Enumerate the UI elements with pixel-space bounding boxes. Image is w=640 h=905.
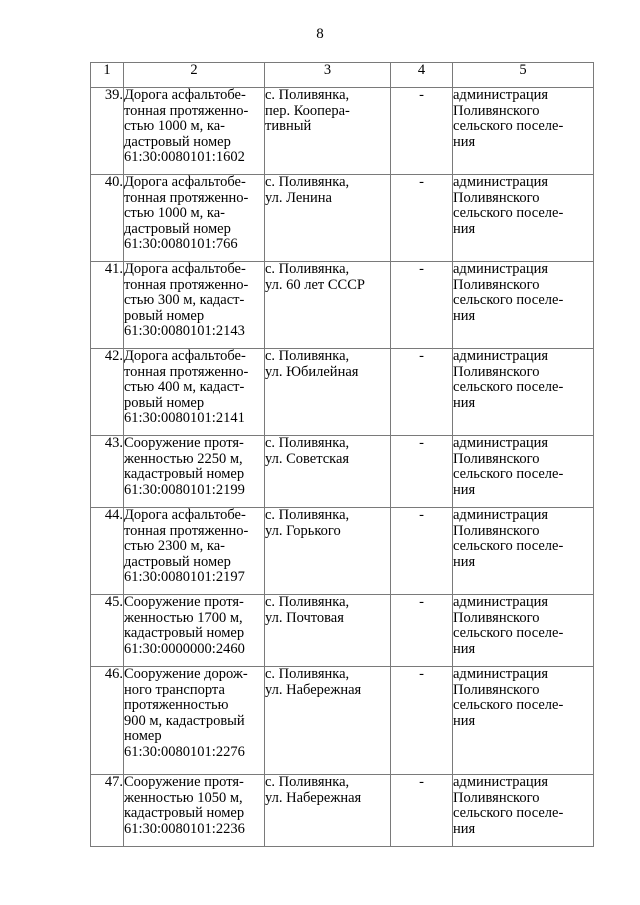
address-line: с. Поливянка, <box>265 774 350 790</box>
address-cell <box>265 175 391 262</box>
object-name-line: ровый номер <box>124 394 205 411</box>
address-line: с. Поливянка, <box>265 594 350 610</box>
owner-line: ния <box>453 640 476 657</box>
owner-line: Поливянского <box>453 189 540 206</box>
owner-line: администрация <box>453 594 549 610</box>
owner-line: администрация <box>453 507 549 523</box>
object-name-line: стью 1000 м, ка- <box>124 205 225 222</box>
address-line: ул. Юбилейная <box>265 363 359 380</box>
object-name-line: 900 м, кадастровый <box>124 712 245 729</box>
owner-line: Поливянского <box>453 276 540 293</box>
address-line: с. Поливянка, <box>265 435 350 451</box>
owner-line: администрация <box>453 348 549 364</box>
area-cell: - <box>391 262 453 349</box>
object-name-line: тонная протяженно- <box>124 276 249 293</box>
object-name-cell <box>124 775 265 847</box>
owner-line: Поливянского <box>453 681 540 698</box>
address-line: ул. Набережная <box>265 681 362 698</box>
object-name-line: Сооружение протя- <box>124 435 244 451</box>
object-name-cell <box>124 595 265 667</box>
owner-line: администрация <box>453 435 549 451</box>
table-row <box>91 508 594 595</box>
object-name-line: женностью 1050 м, <box>124 789 243 806</box>
column-header: 2 <box>124 63 265 88</box>
row-number: 42. <box>91 349 124 436</box>
owner-cell <box>453 88 594 175</box>
address-line: с. Поливянка, <box>265 261 350 277</box>
owner-cell <box>453 262 594 349</box>
owner-line: Поливянского <box>453 102 540 119</box>
area-cell: - <box>391 88 453 175</box>
address-line: с. Поливянка, <box>265 507 350 523</box>
object-name-line: Дорога асфальтобе- <box>124 174 246 190</box>
object-name-line: кадастровый номер <box>124 805 245 822</box>
object-name-line: дастровый номер <box>124 553 231 570</box>
area-cell: - <box>391 667 453 775</box>
object-name-line: дастровый номер <box>124 220 231 237</box>
object-name-cell <box>124 88 265 175</box>
area-cell: - <box>391 595 453 667</box>
address-line: с. Поливянка, <box>265 666 350 682</box>
owner-line: ния <box>453 220 476 237</box>
address-cell <box>265 436 391 508</box>
address-line: ул. 60 лет СССР <box>265 276 365 293</box>
object-name-line: Сооружение протя- <box>124 594 244 610</box>
object-name-cell <box>124 667 265 775</box>
owner-line: администрация <box>453 666 549 682</box>
table-row <box>91 775 594 847</box>
owner-cell <box>453 508 594 595</box>
object-name-line: Дорога асфальтобе- <box>124 348 246 364</box>
owner-cell <box>453 667 594 775</box>
object-name-line: Дорога асфальтобе- <box>124 507 246 523</box>
row-number: 41. <box>91 262 124 349</box>
object-name-line: 61:30:0080101:2236 <box>124 820 245 837</box>
table-row <box>91 262 594 349</box>
owner-line: сельского поселе- <box>453 538 564 555</box>
object-name-line: дастровый номер <box>124 133 231 150</box>
object-name-cell <box>124 175 265 262</box>
object-name-line: стью 2300 м, ка- <box>124 538 225 555</box>
owner-line: сельского поселе- <box>453 697 564 714</box>
owner-line: сельского поселе- <box>453 625 564 642</box>
object-name-line: Дорога асфальтобе- <box>124 87 246 103</box>
object-name-line: 61:30:0080101:1602 <box>124 149 245 166</box>
owner-line: администрация <box>453 174 549 190</box>
owner-cell <box>453 349 594 436</box>
object-name-line: 61:30:0080101:2197 <box>124 569 245 586</box>
owner-cell <box>453 775 594 847</box>
object-name-line: стью 1000 м, ка- <box>124 118 225 135</box>
object-name-line: кадастровый номер <box>124 466 245 483</box>
object-name-line: Сооружение дорож- <box>124 666 248 682</box>
object-name-line: стью 300 м, кадаст- <box>124 292 245 309</box>
owner-cell <box>453 436 594 508</box>
object-name-line: 61:30:0000000:2460 <box>124 640 245 657</box>
object-name-line: 61:30:0080101:2276 <box>124 743 245 760</box>
row-number: 47. <box>91 775 124 847</box>
address-line: ул. Почтовая <box>265 609 344 626</box>
owner-line: сельского поселе- <box>453 805 564 822</box>
owner-line: администрация <box>453 774 549 790</box>
owner-line: администрация <box>453 261 549 277</box>
object-name-line: номер <box>124 728 162 745</box>
object-name-line: кадастровый номер <box>124 625 245 642</box>
table-body <box>91 88 594 847</box>
area-cell: - <box>391 775 453 847</box>
area-cell: - <box>391 175 453 262</box>
owner-line: ния <box>453 712 476 729</box>
address-line: ул. Набережная <box>265 789 362 806</box>
row-number: 43. <box>91 436 124 508</box>
object-name-line: тонная протяженно- <box>124 363 249 380</box>
column-header: 4 <box>391 63 453 88</box>
table-row <box>91 175 594 262</box>
object-name-cell <box>124 262 265 349</box>
registry-table <box>90 62 594 847</box>
object-name-line: стью 400 м, кадаст- <box>124 379 245 396</box>
table-header-row <box>91 63 594 88</box>
object-name-line: женностью 2250 м, <box>124 450 243 467</box>
row-number: 39. <box>91 88 124 175</box>
object-name-line: 61:30:0080101:766 <box>124 236 238 253</box>
area-cell: - <box>391 436 453 508</box>
owner-line: сельского поселе- <box>453 118 564 135</box>
owner-line: ния <box>453 553 476 570</box>
owner-line: сельского поселе- <box>453 466 564 483</box>
address-cell <box>265 508 391 595</box>
address-cell <box>265 349 391 436</box>
address-line: тивный <box>265 118 312 135</box>
object-name-line: тонная протяженно- <box>124 102 249 119</box>
owner-line: ния <box>453 307 476 324</box>
object-name-line: тонная протяженно- <box>124 522 249 539</box>
object-name-line: ровый номер <box>124 307 205 324</box>
owner-cell <box>453 175 594 262</box>
object-name-line: женностью 1700 м, <box>124 609 243 626</box>
object-name-cell <box>124 349 265 436</box>
address-cell <box>265 667 391 775</box>
address-line: ул. Горького <box>265 522 341 539</box>
address-cell <box>265 595 391 667</box>
owner-line: сельского поселе- <box>453 205 564 222</box>
object-name-line: протяженностью <box>124 697 229 714</box>
address-line: с. Поливянка, <box>265 174 350 190</box>
object-name-line: тонная протяженно- <box>124 189 249 206</box>
row-number: 40. <box>91 175 124 262</box>
row-number: 46. <box>91 667 124 775</box>
owner-line: Поливянского <box>453 609 540 626</box>
owner-line: сельского поселе- <box>453 292 564 309</box>
object-name-cell <box>124 508 265 595</box>
area-cell: - <box>391 349 453 436</box>
table-row <box>91 349 594 436</box>
object-name-line: 61:30:0080101:2141 <box>124 410 245 427</box>
object-name-cell <box>124 436 265 508</box>
address-cell <box>265 262 391 349</box>
address-line: ул. Ленина <box>265 189 332 206</box>
row-number: 45. <box>91 595 124 667</box>
table-row <box>91 667 594 775</box>
owner-line: ния <box>453 820 476 837</box>
column-header: 5 <box>453 63 594 88</box>
owner-line: ния <box>453 481 476 498</box>
owner-line: сельского поселе- <box>453 379 564 396</box>
table-row <box>91 88 594 175</box>
page-number: 8 <box>316 26 324 42</box>
table-row <box>91 436 594 508</box>
object-name-line: Дорога асфальтобе- <box>124 261 246 277</box>
table-row <box>91 595 594 667</box>
object-name-line: 61:30:0080101:2199 <box>124 481 245 498</box>
owner-cell <box>453 595 594 667</box>
owner-line: ния <box>453 133 476 150</box>
owner-line: ния <box>453 394 476 411</box>
row-number: 44. <box>91 508 124 595</box>
address-line: с. Поливянка, <box>265 87 350 103</box>
column-header: 1 <box>91 63 124 88</box>
column-header: 3 <box>265 63 391 88</box>
owner-line: администрация <box>453 87 549 103</box>
address-line: с. Поливянка, <box>265 348 350 364</box>
owner-line: Поливянского <box>453 789 540 806</box>
address-line: ул. Советская <box>265 450 350 467</box>
owner-line: Поливянского <box>453 363 540 380</box>
object-name-line: 61:30:0080101:2143 <box>124 323 245 340</box>
owner-line: Поливянского <box>453 522 540 539</box>
owner-line: Поливянского <box>453 450 540 467</box>
area-cell: - <box>391 508 453 595</box>
address-cell <box>265 88 391 175</box>
object-name-line: Сооружение протя- <box>124 774 244 790</box>
object-name-line: ного транспорта <box>124 681 225 698</box>
address-line: пер. Коопера- <box>265 102 350 119</box>
address-cell <box>265 775 391 847</box>
